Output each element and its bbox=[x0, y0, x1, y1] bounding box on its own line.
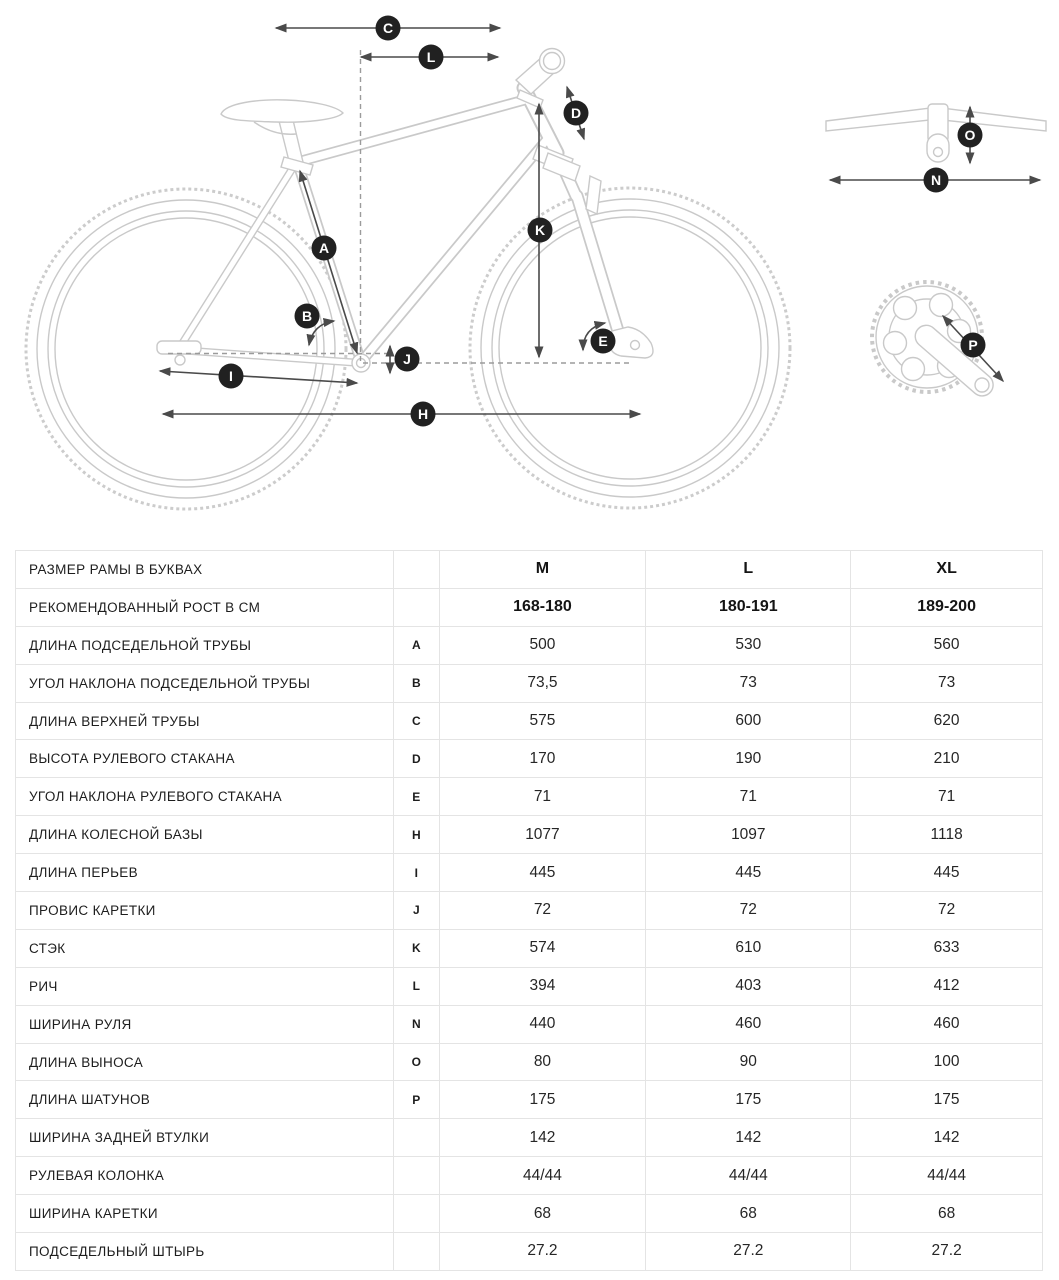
bike-diagram-canvas bbox=[0, 0, 1059, 540]
row-value-m: 72 bbox=[439, 892, 646, 930]
row-value-xl: 27.2 bbox=[851, 1233, 1043, 1271]
dim-label-letter: H bbox=[417, 406, 429, 422]
dim-label-letter: A bbox=[318, 240, 330, 256]
row-value-xl: 1118 bbox=[851, 816, 1043, 854]
table-row bbox=[16, 1005, 1043, 1043]
row-letter: D bbox=[394, 740, 439, 778]
table-row bbox=[16, 740, 1043, 778]
dim-label-B bbox=[295, 304, 320, 329]
dim-label-C bbox=[376, 16, 401, 41]
row-value-m: 445 bbox=[439, 854, 646, 892]
dim-arrow-I bbox=[160, 371, 357, 383]
table-row bbox=[16, 664, 1043, 702]
dim-label-D bbox=[564, 101, 589, 126]
dim-label-letter: E bbox=[598, 333, 608, 349]
row-label: ШИРИНА КАРЕТКИ bbox=[16, 1195, 394, 1233]
row-value-xl: 71 bbox=[851, 778, 1043, 816]
dim-label-letter: C bbox=[382, 20, 394, 36]
row-value-xl: 633 bbox=[851, 929, 1043, 967]
dim-label-letter: P bbox=[968, 337, 978, 353]
dim-label-letter: L bbox=[426, 49, 436, 65]
row-value-m: 574 bbox=[439, 929, 646, 967]
row-value-l: 190 bbox=[646, 740, 851, 778]
table-row bbox=[16, 892, 1043, 930]
table-row bbox=[16, 854, 1043, 892]
row-label: ШИРИНА РУЛЯ bbox=[16, 1005, 394, 1043]
row-label: ВЫСОТА РУЛЕВОГО СТАКАНА bbox=[16, 740, 394, 778]
row-value-m: 575 bbox=[439, 702, 646, 740]
row-label: ПРОВИС КАРЕТКИ bbox=[16, 892, 394, 930]
row-value-l: 73 bbox=[646, 664, 851, 702]
row-value-m: 500 bbox=[439, 626, 646, 664]
row-value-xl: XL bbox=[851, 551, 1043, 589]
table-row bbox=[16, 588, 1043, 626]
dim-label-P bbox=[961, 333, 986, 358]
row-letter: P bbox=[394, 1081, 439, 1119]
dim-label-E bbox=[591, 329, 616, 354]
dim-label-I bbox=[219, 364, 244, 389]
row-value-xl: 142 bbox=[851, 1119, 1043, 1157]
row-value-xl: 560 bbox=[851, 626, 1043, 664]
table-row bbox=[16, 1119, 1043, 1157]
bike-frame bbox=[178, 88, 621, 363]
row-value-xl: 445 bbox=[851, 854, 1043, 892]
dim-label-letter: D bbox=[570, 105, 582, 121]
row-value-l: 27.2 bbox=[646, 1233, 851, 1271]
row-label: ДЛИНА ПЕРЬЕВ bbox=[16, 854, 394, 892]
row-value-xl: 175 bbox=[851, 1081, 1043, 1119]
row-label: ШИРИНА ЗАДНЕЙ ВТУЛКИ bbox=[16, 1119, 394, 1157]
row-label: РУЛЕВАЯ КОЛОНКА bbox=[16, 1157, 394, 1195]
row-label: СТЭК bbox=[16, 929, 394, 967]
row-value-xl: 100 bbox=[851, 1043, 1043, 1081]
row-letter: J bbox=[394, 892, 439, 930]
row-label: УГОЛ НАКЛОНА РУЛЕВОГО СТАКАНА bbox=[16, 778, 394, 816]
row-letter bbox=[394, 588, 439, 626]
dim-label-letter: O bbox=[964, 127, 976, 143]
row-letter: E bbox=[394, 778, 439, 816]
dim-label-letter: N bbox=[930, 172, 942, 188]
table-row bbox=[16, 1195, 1043, 1233]
row-value-m: 142 bbox=[439, 1119, 646, 1157]
dim-label-N bbox=[924, 168, 949, 193]
row-label: ДЛИНА ВЫНОСА bbox=[16, 1043, 394, 1081]
row-label: ПОДСЕДЕЛЬНЫЙ ШТЫРЬ bbox=[16, 1233, 394, 1271]
row-value-m: 44/44 bbox=[439, 1157, 646, 1195]
dim-label-O bbox=[958, 123, 983, 148]
row-value-l: 142 bbox=[646, 1119, 851, 1157]
table-row bbox=[16, 1043, 1043, 1081]
row-letter: C bbox=[394, 702, 439, 740]
row-value-xl: 210 bbox=[851, 740, 1043, 778]
row-letter bbox=[394, 1195, 439, 1233]
row-letter: O bbox=[394, 1043, 439, 1081]
table-row bbox=[16, 816, 1043, 854]
geometry-table-body bbox=[16, 551, 1043, 1271]
row-value-xl: 189-200 bbox=[851, 588, 1043, 626]
row-letter: N bbox=[394, 1005, 439, 1043]
row-value-l: 44/44 bbox=[646, 1157, 851, 1195]
table-row bbox=[16, 551, 1043, 589]
table-row bbox=[16, 1157, 1043, 1195]
dim-label-J bbox=[395, 347, 420, 372]
stem-and-headset bbox=[516, 49, 565, 109]
row-value-l: 90 bbox=[646, 1043, 851, 1081]
row-label: ДЛИНА ВЕРХНЕЙ ТРУБЫ bbox=[16, 702, 394, 740]
dim-label-letter: K bbox=[534, 222, 546, 238]
row-value-l: 610 bbox=[646, 929, 851, 967]
row-value-xl: 73 bbox=[851, 664, 1043, 702]
row-value-m: 73,5 bbox=[439, 664, 646, 702]
row-value-xl: 44/44 bbox=[851, 1157, 1043, 1195]
row-value-l: 180-191 bbox=[646, 588, 851, 626]
row-value-m: M bbox=[439, 551, 646, 589]
row-value-l: 403 bbox=[646, 967, 851, 1005]
row-value-l: 600 bbox=[646, 702, 851, 740]
row-label: ДЛИНА ПОДСЕДЕЛЬНОЙ ТРУБЫ bbox=[16, 626, 394, 664]
row-value-xl: 460 bbox=[851, 1005, 1043, 1043]
row-value-m: 168-180 bbox=[439, 588, 646, 626]
row-value-xl: 412 bbox=[851, 967, 1043, 1005]
dim-label-K bbox=[528, 218, 553, 243]
dim-label-L bbox=[419, 45, 444, 70]
row-value-xl: 620 bbox=[851, 702, 1043, 740]
dim-label-letter: B bbox=[301, 308, 313, 324]
row-label: ДЛИНА ШАТУНОВ bbox=[16, 1081, 394, 1119]
row-label: УГОЛ НАКЛОНА ПОДСЕДЕЛЬНОЙ ТРУБЫ bbox=[16, 664, 394, 702]
row-letter: I bbox=[394, 854, 439, 892]
row-letter bbox=[394, 1157, 439, 1195]
geometry-table bbox=[15, 550, 1043, 1271]
table-row bbox=[16, 1081, 1043, 1119]
row-value-l: 71 bbox=[646, 778, 851, 816]
row-value-m: 71 bbox=[439, 778, 646, 816]
row-value-l: 530 bbox=[646, 626, 851, 664]
row-letter bbox=[394, 551, 439, 589]
row-label: РИЧ bbox=[16, 967, 394, 1005]
table-row bbox=[16, 626, 1043, 664]
row-value-l: 68 bbox=[646, 1195, 851, 1233]
row-letter: L bbox=[394, 967, 439, 1005]
row-letter: B bbox=[394, 664, 439, 702]
handlebar-top-view bbox=[826, 104, 1046, 162]
row-value-m: 27.2 bbox=[439, 1233, 646, 1271]
row-letter bbox=[394, 1119, 439, 1157]
row-label: ДЛИНА КОЛЕСНОЙ БАЗЫ bbox=[16, 816, 394, 854]
row-value-xl: 68 bbox=[851, 1195, 1043, 1233]
dim-label-A bbox=[312, 236, 337, 261]
bike-geometry-diagram bbox=[0, 0, 1059, 540]
row-letter: A bbox=[394, 626, 439, 664]
row-value-m: 175 bbox=[439, 1081, 646, 1119]
row-value-l: 72 bbox=[646, 892, 851, 930]
row-value-m: 80 bbox=[439, 1043, 646, 1081]
row-label: РЕКОМЕНДОВАННЫЙ РОСТ В СМ bbox=[16, 588, 394, 626]
row-value-xl: 72 bbox=[851, 892, 1043, 930]
row-label: РАЗМЕР РАМЫ В БУКВАХ bbox=[16, 551, 394, 589]
table-row bbox=[16, 702, 1043, 740]
dim-label-letter: J bbox=[403, 351, 411, 367]
row-value-m: 1077 bbox=[439, 816, 646, 854]
row-value-m: 440 bbox=[439, 1005, 646, 1043]
row-value-l: 445 bbox=[646, 854, 851, 892]
row-value-m: 68 bbox=[439, 1195, 646, 1233]
row-letter: K bbox=[394, 929, 439, 967]
row-value-l: 175 bbox=[646, 1081, 851, 1119]
row-letter bbox=[394, 1233, 439, 1271]
row-value-m: 394 bbox=[439, 967, 646, 1005]
dim-label-letter: I bbox=[229, 368, 233, 384]
table-row bbox=[16, 1233, 1043, 1271]
dim-label-H bbox=[411, 402, 436, 427]
row-value-l: 460 bbox=[646, 1005, 851, 1043]
row-value-m: 170 bbox=[439, 740, 646, 778]
row-letter: H bbox=[394, 816, 439, 854]
saddle-and-seatpost bbox=[221, 100, 343, 175]
table-row bbox=[16, 929, 1043, 967]
row-value-l: L bbox=[646, 551, 851, 589]
row-value-l: 1097 bbox=[646, 816, 851, 854]
table-row bbox=[16, 778, 1043, 816]
table-row bbox=[16, 967, 1043, 1005]
